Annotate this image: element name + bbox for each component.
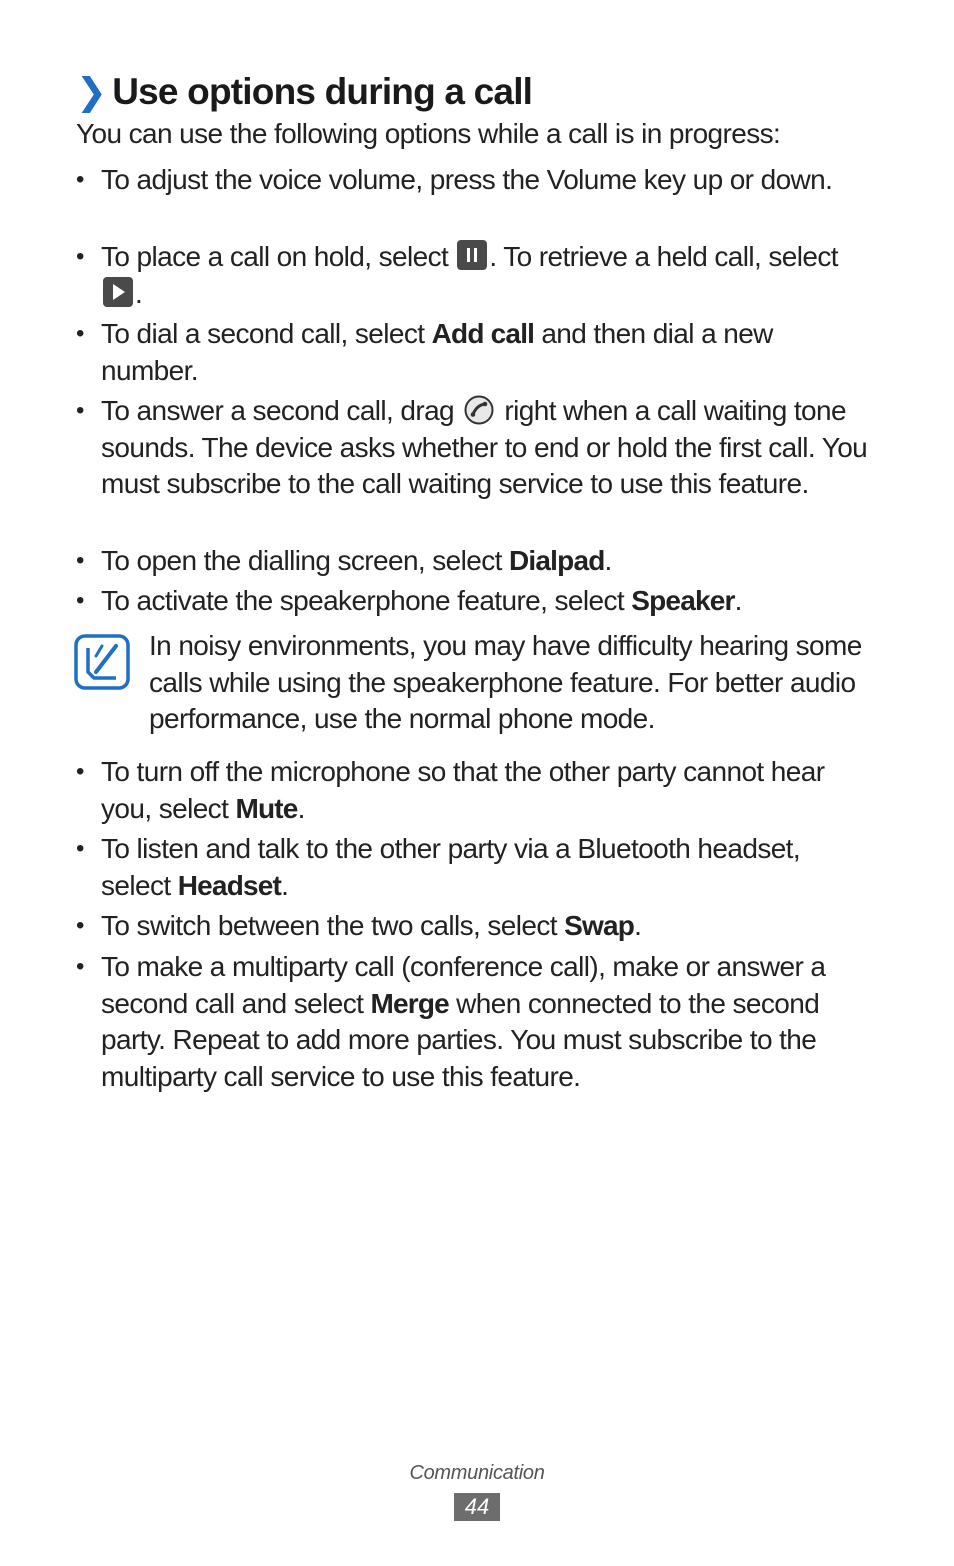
- play-icon: [103, 277, 133, 307]
- item-text: To switch between the two calls, select: [101, 910, 565, 941]
- list-item: [76, 543, 876, 580]
- bullet: •: [76, 953, 84, 980]
- bullet: •: [76, 397, 84, 424]
- bullet: •: [76, 912, 84, 939]
- note-icon: [74, 634, 130, 690]
- item-text: To place a call on hold, select: [101, 241, 456, 272]
- phone-answer-icon: [464, 395, 494, 425]
- bullet: •: [76, 758, 84, 785]
- ui-term-add-call: Add call: [431, 318, 535, 349]
- item-text: To answer a second call, drag: [101, 395, 462, 426]
- item-text: To make a multiparty call (conference call), make or answer a second call and select: [101, 951, 826, 1019]
- list-item: [76, 949, 876, 1095]
- list-item: [76, 393, 876, 503]
- item-text: .: [604, 545, 612, 576]
- item-text: .: [297, 792, 305, 824]
- ui-term-merge: Merge: [370, 987, 449, 1019]
- footer-section-label: Communication: [409, 1462, 545, 1484]
- list-item: [76, 754, 876, 827]
- item-text: .: [135, 277, 143, 309]
- list-item: [76, 831, 876, 904]
- ui-term-speaker: Speaker: [631, 585, 735, 616]
- item-text: .: [734, 585, 742, 616]
- ui-term-headset: Headset: [177, 869, 282, 901]
- bullet: •: [76, 835, 84, 862]
- bullet: •: [76, 547, 84, 574]
- item-text: . To retrieve a held call, select: [489, 241, 838, 272]
- bullet: •: [76, 243, 84, 270]
- item-text: To activate the speakerphone feature, select: [101, 585, 632, 616]
- chevron-right-icon: ❯: [76, 71, 107, 112]
- item-text: and then dial a new number.: [101, 318, 773, 386]
- item-text: To dial a second call, select: [101, 318, 432, 349]
- item-text: To turn off the microphone so that the other party cannot hear you, select: [101, 756, 825, 824]
- section-heading: [76, 70, 532, 113]
- ui-term-dialpad: Dialpad: [509, 545, 605, 576]
- item-text: .: [281, 869, 289, 901]
- item-text: To open the dialling screen, select: [101, 545, 509, 576]
- ui-term-mute: Mute: [235, 792, 298, 824]
- page-number: 44: [454, 1493, 500, 1521]
- list-item: [76, 162, 876, 199]
- list-item: [76, 239, 876, 312]
- bullet: •: [76, 320, 84, 347]
- ui-term-swap: Swap: [564, 910, 635, 941]
- list-item: [76, 583, 876, 620]
- item-text: when connected to the second party. Repeat to add more parties. You must subscribe to the multiparty call service to use this feature.: [101, 987, 820, 1092]
- note-text: In noisy environments, you may have difficulty hearing some calls while using the speakerphone feature. For better audio performance, use the normal phone mode.: [149, 630, 862, 734]
- list-item: [76, 316, 876, 389]
- list-item: [76, 908, 876, 945]
- bullet: •: [76, 166, 84, 193]
- section-title: Use options during a call: [112, 71, 533, 112]
- item-text: .: [634, 910, 642, 941]
- item-text: right when a call waiting tone sounds. The device asks whether to end or hold the first call. You must subscribe to the call waiting service to use this feature.: [101, 395, 868, 499]
- intro-text: You can use the following options while a call is in progress:: [76, 118, 781, 149]
- bullet: •: [76, 587, 84, 614]
- item-text: To listen and talk to the other party via a Bluetooth headset, select: [101, 833, 801, 901]
- pause-icon: [457, 240, 487, 270]
- item-text: To adjust the voice volume, press the Volume key up or down.: [101, 164, 833, 195]
